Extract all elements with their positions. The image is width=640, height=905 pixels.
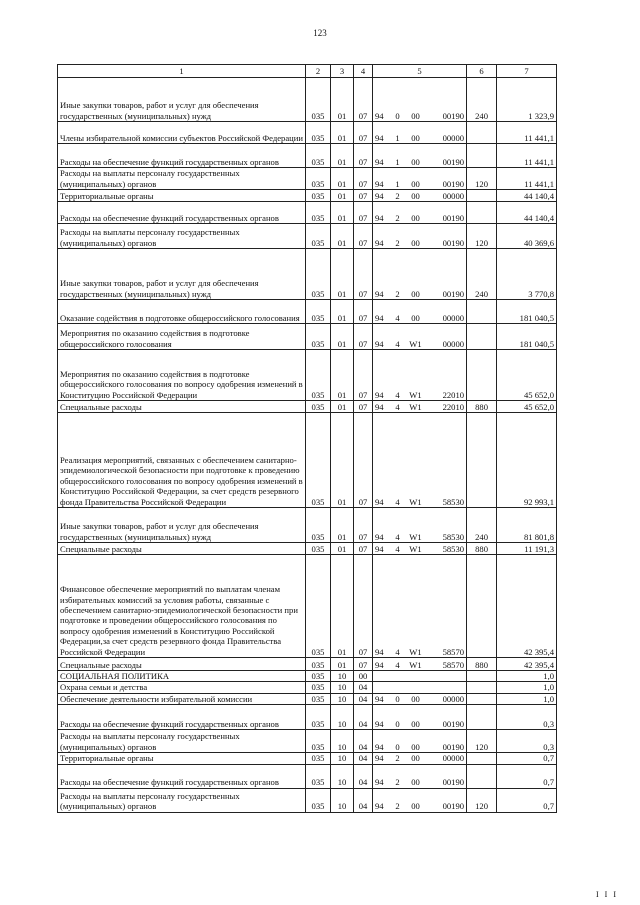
col-header-4: 4 [354, 65, 373, 78]
cell-amount: 11 191,3 [497, 543, 557, 555]
table-row [58, 730, 557, 753]
cell-program: 94 [373, 764, 391, 788]
cell-name: Расходы на обеспечение функций государственных органов [58, 202, 306, 224]
table-row [58, 764, 557, 788]
table-row [58, 788, 557, 812]
cell-code-subsection: 07 [354, 202, 373, 224]
cell-amount: 0,3 [497, 705, 557, 730]
cell-code-subsection: 07 [354, 555, 373, 658]
cell-name: Охрана семьи и детства [58, 682, 306, 693]
cell-amount: 42 395,4 [497, 555, 557, 658]
cell-target-code: 00000 [427, 324, 467, 350]
cell-subprogram: 4 [391, 401, 405, 413]
cell-subprogram: 0 [391, 730, 405, 753]
cell-program: 94 [373, 508, 391, 543]
cell-amount: 44 140,4 [497, 202, 557, 224]
table-row [58, 350, 557, 401]
cell-target-code: 00190 [427, 249, 467, 300]
cell-amount: 42 395,4 [497, 658, 557, 671]
cell-name: Специальные расходы [58, 658, 306, 671]
cell-expense-type [467, 413, 497, 508]
cell-code-admin: 035 [306, 753, 331, 764]
cell-expense-type: 120 [467, 788, 497, 812]
cell-code-subsection: 04 [354, 705, 373, 730]
cell-program: 94 [373, 202, 391, 224]
cell-code-admin: 035 [306, 508, 331, 543]
cell-name: Оказание содействия в подготовке общероссийского голосования [58, 300, 306, 324]
cell-direction: W1 [405, 555, 427, 658]
cell-expense-type: 240 [467, 508, 497, 543]
cell-direction [405, 671, 427, 682]
cell-code-section: 01 [331, 508, 354, 543]
cell-code-subsection: 07 [354, 300, 373, 324]
cell-direction [405, 682, 427, 693]
cell-amount: 0,7 [497, 788, 557, 812]
cell-target-code: 00190 [427, 168, 467, 190]
cell-name: Специальные расходы [58, 401, 306, 413]
cell-code-admin: 035 [306, 705, 331, 730]
cell-subprogram: 1 [391, 122, 405, 144]
cell-subprogram: 1 [391, 144, 405, 168]
cell-name: Иные закупки товаров, работ и услуг для обеспечения государственных (муниципальных) нужд [58, 78, 306, 122]
cell-target-code: 00000 [427, 753, 467, 764]
cell-code-admin: 035 [306, 350, 331, 401]
table-row [58, 693, 557, 704]
cell-program [373, 671, 391, 682]
cell-code-admin: 035 [306, 249, 331, 300]
cell-amount: 1,0 [497, 671, 557, 682]
cell-program: 94 [373, 788, 391, 812]
cell-amount: 11 441,1 [497, 144, 557, 168]
cell-name: Территориальные органы [58, 753, 306, 764]
cell-target-code: 58570 [427, 658, 467, 671]
table-row [58, 122, 557, 144]
cell-expense-type [467, 190, 497, 202]
cell-program: 94 [373, 350, 391, 401]
cell-code-section: 10 [331, 753, 354, 764]
cell-direction: 00 [405, 122, 427, 144]
table-row [58, 202, 557, 224]
cell-name: Мероприятия по оказанию содействия в подготовке общероссийского голосования [58, 324, 306, 350]
cell-code-section: 01 [331, 78, 354, 122]
cell-direction: 00 [405, 190, 427, 202]
col-header-3: 3 [331, 65, 354, 78]
cell-subprogram: 4 [391, 555, 405, 658]
cell-expense-type [467, 753, 497, 764]
cell-code-section: 01 [331, 300, 354, 324]
table-row [58, 658, 557, 671]
cell-code-admin: 035 [306, 543, 331, 555]
cell-subprogram [391, 682, 405, 693]
cell-amount: 0,3 [497, 730, 557, 753]
cell-subprogram: 4 [391, 658, 405, 671]
table-row [58, 682, 557, 693]
table-row [58, 78, 557, 122]
cell-expense-type [467, 122, 497, 144]
cell-code-admin: 035 [306, 168, 331, 190]
cell-expense-type: 240 [467, 249, 497, 300]
cell-code-subsection: 07 [354, 144, 373, 168]
cell-code-subsection: 00 [354, 671, 373, 682]
cell-expense-type [467, 555, 497, 658]
cell-expense-type [467, 682, 497, 693]
cell-code-subsection: 07 [354, 122, 373, 144]
cell-code-section: 01 [331, 190, 354, 202]
table-row [58, 401, 557, 413]
cell-program: 94 [373, 555, 391, 658]
cell-program: 94 [373, 249, 391, 300]
table-row [58, 190, 557, 202]
cell-program: 94 [373, 753, 391, 764]
cell-code-admin: 035 [306, 122, 331, 144]
cell-amount: 81 801,8 [497, 508, 557, 543]
col-header-1: 1 [58, 65, 306, 78]
cell-direction: W1 [405, 508, 427, 543]
cell-target-code [427, 682, 467, 693]
cell-code-admin: 035 [306, 658, 331, 671]
cell-program: 94 [373, 693, 391, 704]
cell-direction: W1 [405, 658, 427, 671]
cell-name: Иные закупки товаров, работ и услуг для обеспечения государственных (муниципальных) нужд [58, 508, 306, 543]
cell-expense-type: 880 [467, 401, 497, 413]
cell-subprogram: 2 [391, 788, 405, 812]
cell-direction: W1 [405, 350, 427, 401]
cell-subprogram: 2 [391, 224, 405, 249]
cell-code-section: 10 [331, 671, 354, 682]
cell-target-code: 58530 [427, 543, 467, 555]
table-row [58, 324, 557, 350]
cell-direction: 00 [405, 202, 427, 224]
cell-name: Расходы на выплаты персоналу государственных (муниципальных) органов [58, 224, 306, 249]
cell-target-code: 00190 [427, 144, 467, 168]
cell-code-section: 01 [331, 324, 354, 350]
cell-amount: 181 040,5 [497, 300, 557, 324]
cell-amount: 1,0 [497, 693, 557, 704]
cell-name: Расходы на выплаты персоналу государственных (муниципальных) органов [58, 788, 306, 812]
cell-target-code: 00190 [427, 764, 467, 788]
cell-amount: 181 040,5 [497, 324, 557, 350]
cell-program: 94 [373, 705, 391, 730]
col-header-7: 7 [497, 65, 557, 78]
cell-target-code: 22010 [427, 401, 467, 413]
cell-amount: 45 652,0 [497, 401, 557, 413]
cell-direction: 00 [405, 753, 427, 764]
cell-target-code: 00190 [427, 202, 467, 224]
cell-program: 94 [373, 730, 391, 753]
cell-code-subsection: 07 [354, 350, 373, 401]
cell-subprogram: 0 [391, 78, 405, 122]
cell-subprogram: 1 [391, 168, 405, 190]
cell-code-admin: 035 [306, 413, 331, 508]
cell-code-section: 10 [331, 705, 354, 730]
cell-direction: W1 [405, 413, 427, 508]
cell-code-subsection: 07 [354, 190, 373, 202]
cell-subprogram: 4 [391, 543, 405, 555]
cell-name: Расходы на выплаты персоналу государственных (муниципальных) органов [58, 168, 306, 190]
cell-amount: 1,0 [497, 682, 557, 693]
cell-target-code: 00190 [427, 788, 467, 812]
cell-amount: 44 140,4 [497, 190, 557, 202]
cell-name: СОЦИАЛЬНАЯ ПОЛИТИКА [58, 671, 306, 682]
cell-amount: 40 369,6 [497, 224, 557, 249]
cell-code-section: 01 [331, 401, 354, 413]
cell-code-subsection: 04 [354, 788, 373, 812]
cell-program: 94 [373, 168, 391, 190]
cell-name: Расходы на обеспечение функций государственных органов [58, 764, 306, 788]
cell-code-section: 01 [331, 202, 354, 224]
cell-code-subsection: 07 [354, 658, 373, 671]
cell-direction: W1 [405, 324, 427, 350]
cell-code-section: 01 [331, 413, 354, 508]
cell-amount: 1 323,9 [497, 78, 557, 122]
cell-expense-type [467, 671, 497, 682]
cell-code-subsection: 04 [354, 730, 373, 753]
cell-code-subsection: 04 [354, 753, 373, 764]
cell-program [373, 682, 391, 693]
cell-name: Члены избирательной комиссии субъектов Российской Федерации [58, 122, 306, 144]
cell-code-section: 01 [331, 224, 354, 249]
table-row [58, 413, 557, 508]
cell-expense-type: 120 [467, 730, 497, 753]
cell-expense-type: 120 [467, 224, 497, 249]
cell-code-admin: 035 [306, 764, 331, 788]
table-row [58, 753, 557, 764]
table-row [58, 705, 557, 730]
cell-amount: 92 993,1 [497, 413, 557, 508]
cell-code-subsection: 04 [354, 764, 373, 788]
cell-subprogram: 4 [391, 508, 405, 543]
col-header-6: 6 [467, 65, 497, 78]
cell-name: Реализация мероприятий, связанных с обеспечением санитарно-эпидемиологической безопасности при подготовке к проведению общероссийского голосования по вопросу одобрения изменений в Конституцию Российской Федерации, за счет средств резервного фонда Правительства Российской Федерации [58, 413, 306, 508]
cell-name: Мероприятия по оказанию содействия в подготовке общероссийского голосования по вопросу одобрения изменений в Конституцию Российской Федерации [58, 350, 306, 401]
cell-target-code: 58530 [427, 413, 467, 508]
cell-program: 94 [373, 144, 391, 168]
cell-code-admin: 035 [306, 730, 331, 753]
cell-code-section: 01 [331, 543, 354, 555]
cell-name: Расходы на обеспечение функций государственных органов [58, 144, 306, 168]
cell-direction: 00 [405, 705, 427, 730]
cell-program: 94 [373, 224, 391, 249]
cell-amount: 3 770,8 [497, 249, 557, 300]
cell-direction: 00 [405, 224, 427, 249]
corner-mark: I I I [596, 890, 618, 899]
table-row [58, 300, 557, 324]
header-row [58, 65, 557, 78]
cell-expense-type: 120 [467, 168, 497, 190]
cell-direction: 00 [405, 788, 427, 812]
cell-code-subsection: 07 [354, 543, 373, 555]
cell-amount: 11 441,1 [497, 122, 557, 144]
cell-expense-type: 880 [467, 543, 497, 555]
cell-direction: 00 [405, 168, 427, 190]
cell-code-subsection: 07 [354, 249, 373, 300]
cell-name: Обеспечение деятельности избирательной комиссии [58, 693, 306, 704]
cell-direction: 00 [405, 78, 427, 122]
page-number: 123 [313, 28, 327, 38]
cell-code-admin: 035 [306, 300, 331, 324]
cell-program: 94 [373, 658, 391, 671]
cell-expense-type: 240 [467, 78, 497, 122]
cell-target-code: 00000 [427, 300, 467, 324]
budget-table [57, 64, 557, 813]
cell-subprogram: 0 [391, 693, 405, 704]
cell-subprogram: 4 [391, 413, 405, 508]
cell-expense-type [467, 350, 497, 401]
cell-target-code: 00000 [427, 693, 467, 704]
cell-code-subsection: 07 [354, 413, 373, 508]
cell-direction: 00 [405, 300, 427, 324]
table-row [58, 168, 557, 190]
cell-name: Расходы на обеспечение функций государственных органов [58, 705, 306, 730]
cell-code-section: 01 [331, 144, 354, 168]
cell-code-section: 10 [331, 788, 354, 812]
cell-code-section: 01 [331, 658, 354, 671]
cell-code-section: 01 [331, 122, 354, 144]
cell-code-subsection: 07 [354, 224, 373, 249]
cell-direction: 00 [405, 730, 427, 753]
cell-direction: 00 [405, 764, 427, 788]
cell-code-section: 01 [331, 350, 354, 401]
cell-subprogram [391, 671, 405, 682]
cell-expense-type [467, 202, 497, 224]
cell-expense-type [467, 693, 497, 704]
cell-direction: W1 [405, 543, 427, 555]
cell-code-subsection: 07 [354, 508, 373, 543]
cell-expense-type [467, 764, 497, 788]
cell-program: 94 [373, 122, 391, 144]
cell-program: 94 [373, 78, 391, 122]
cell-code-admin: 035 [306, 144, 331, 168]
cell-expense-type [467, 705, 497, 730]
cell-subprogram: 0 [391, 705, 405, 730]
cell-subprogram: 2 [391, 249, 405, 300]
cell-code-section: 01 [331, 168, 354, 190]
cell-code-subsection: 07 [354, 168, 373, 190]
cell-code-section: 10 [331, 682, 354, 693]
cell-target-code: 58570 [427, 555, 467, 658]
cell-subprogram: 2 [391, 764, 405, 788]
cell-target-code: 00000 [427, 190, 467, 202]
cell-amount: 11 441,1 [497, 168, 557, 190]
cell-code-admin: 035 [306, 788, 331, 812]
cell-amount: 0,7 [497, 753, 557, 764]
table-row [58, 508, 557, 543]
cell-code-section: 10 [331, 730, 354, 753]
cell-direction: 00 [405, 693, 427, 704]
cell-code-admin: 035 [306, 202, 331, 224]
cell-program: 94 [373, 300, 391, 324]
cell-code-subsection: 07 [354, 401, 373, 413]
cell-expense-type [467, 324, 497, 350]
table-row [58, 249, 557, 300]
cell-code-admin: 035 [306, 682, 331, 693]
cell-program: 94 [373, 190, 391, 202]
cell-name: Расходы на выплаты персоналу государственных (муниципальных) органов [58, 730, 306, 753]
cell-target-code: 00000 [427, 122, 467, 144]
cell-code-section: 10 [331, 764, 354, 788]
cell-amount: 45 652,0 [497, 350, 557, 401]
table-row [58, 671, 557, 682]
col-header-5: 5 [373, 65, 467, 78]
cell-code-admin: 035 [306, 693, 331, 704]
table-row [58, 543, 557, 555]
cell-code-subsection: 07 [354, 324, 373, 350]
cell-name: Финансовое обеспечение мероприятий по выплатам членам избирательных комиссий за условия работы, связанные с обеспечением санитарно-эпидемиологической безопасности при подготовке и проведении общероссийского голосования по вопросу одобрения изменений в Конституцию Российской Федерации,за счет средств резервного фонда Правительства Российской Федерации [58, 555, 306, 658]
cell-program: 94 [373, 324, 391, 350]
cell-name: Территориальные органы [58, 190, 306, 202]
cell-target-code: 00190 [427, 730, 467, 753]
cell-code-admin: 035 [306, 401, 331, 413]
cell-code-admin: 035 [306, 555, 331, 658]
cell-expense-type [467, 144, 497, 168]
table-row [58, 144, 557, 168]
cell-direction: 00 [405, 249, 427, 300]
cell-target-code: 00190 [427, 705, 467, 730]
cell-code-admin: 035 [306, 224, 331, 249]
cell-subprogram: 2 [391, 753, 405, 764]
cell-direction: 00 [405, 144, 427, 168]
cell-target-code: 22010 [427, 350, 467, 401]
cell-subprogram: 4 [391, 300, 405, 324]
cell-amount: 0,7 [497, 764, 557, 788]
cell-name: Иные закупки товаров, работ и услуг для обеспечения государственных (муниципальных) нужд [58, 249, 306, 300]
table-row [58, 555, 557, 658]
cell-target-code: 58530 [427, 508, 467, 543]
cell-direction: W1 [405, 401, 427, 413]
cell-program: 94 [373, 413, 391, 508]
cell-target-code: 00190 [427, 78, 467, 122]
cell-code-subsection: 04 [354, 682, 373, 693]
cell-subprogram: 2 [391, 190, 405, 202]
cell-code-section: 10 [331, 693, 354, 704]
cell-subprogram: 2 [391, 202, 405, 224]
cell-target-code [427, 671, 467, 682]
table-body [58, 78, 557, 813]
cell-code-section: 01 [331, 555, 354, 658]
cell-code-admin: 035 [306, 78, 331, 122]
cell-code-admin: 035 [306, 190, 331, 202]
cell-code-admin: 035 [306, 324, 331, 350]
cell-code-section: 01 [331, 249, 354, 300]
table-row [58, 224, 557, 249]
col-header-2: 2 [306, 65, 331, 78]
cell-code-subsection: 04 [354, 693, 373, 704]
cell-target-code: 00190 [427, 224, 467, 249]
cell-code-admin: 035 [306, 671, 331, 682]
cell-name: Специальные расходы [58, 543, 306, 555]
cell-subprogram: 4 [391, 324, 405, 350]
cell-expense-type [467, 300, 497, 324]
cell-subprogram: 4 [391, 350, 405, 401]
cell-expense-type: 880 [467, 658, 497, 671]
cell-code-subsection: 07 [354, 78, 373, 122]
cell-program: 94 [373, 401, 391, 413]
cell-program: 94 [373, 543, 391, 555]
